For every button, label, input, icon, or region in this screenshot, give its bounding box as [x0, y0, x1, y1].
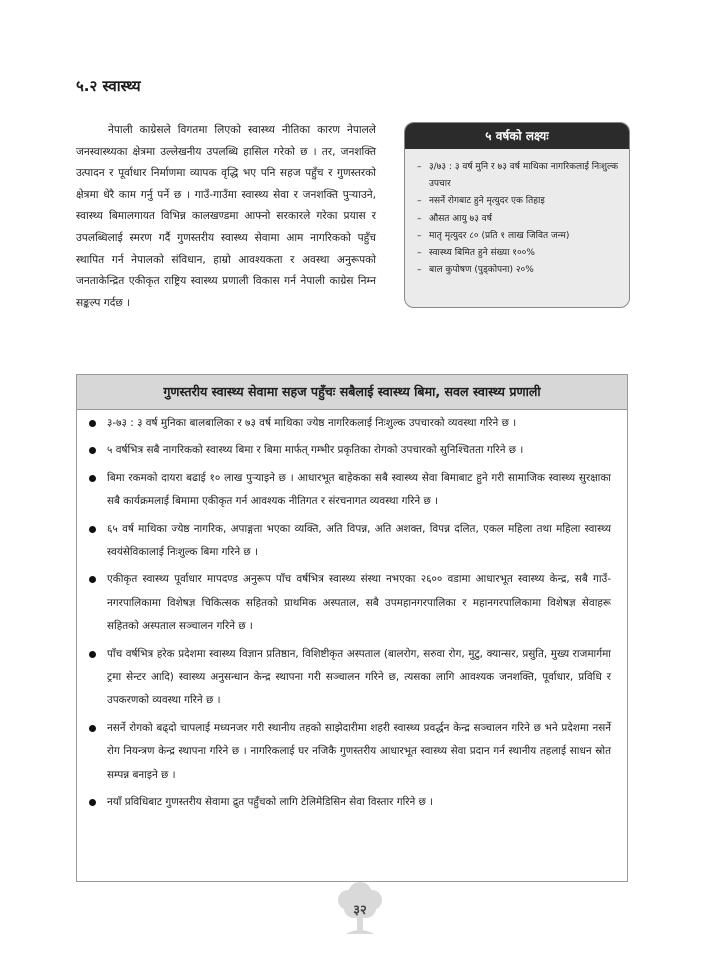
goals-list: [405, 149, 629, 279]
bullet-icon: [89, 799, 96, 806]
page-number: ३२: [353, 903, 367, 918]
commitment-item: [85, 717, 611, 787]
commitment-text: बिमा रकमको दायरा बढाई १० लाख पुऱ्याइने छ । आधारभूत बाहेकका सबै स्वास्थ्य सेवा बिमाबाट हुने गरी सामाजिक स्वास्थ्य सुरक्षाका सबै कार्यक्रमलाई बिमामा एकीकृत गर्न आवश्यक नीतिगत र संरचनागत व्यवस्था गरिने छ ।: [107, 471, 611, 508]
section-heading: ५.२ स्वास्थ्य: [76, 77, 141, 95]
commitment-item: [85, 643, 611, 713]
goal-text: मातृ मृत्युदर ८० (प्रति १ लाख जिवित जन्म): [429, 230, 570, 241]
commitment-item: [85, 568, 611, 638]
commitment-text: पाँच वर्षभित्र हरेक प्रदेशमा स्वास्थ्य विज्ञान प्रतिष्ठान, विशिष्टीकृत अस्पताल (बालरोग, सरुवा रोग, मुटु, क्यान्सर, प्रसुति, मुख्य राजमार्गमा ट्रमा सेन्टर आदि) स्वास्थ्य अनुसन्धान केन्द्र स्थापना गरी सञ्चालन गरिने छ, त्यसका लागि आवश्यक जनशक्ति, पूर्वाधार, प्रविधि र उपकरणको व्यवस्था गरिने छ ।: [107, 647, 611, 707]
commitments-list: [85, 412, 611, 815]
intro-paragraph: नेपाली काग्रेसले विगतमा लिएको स्वास्थ्य नीतिका कारण नेपालले जनस्वास्थ्यका क्षेत्रमा उल्लेखनीय उपलब्धि हासिल गरेको छ । तर, जनशक्ति उत्पादन र पूर्वाधार निर्माणमा व्यापक वृद्धि भए पनि सहज पहुँच र गुणस्तरको क्षेत्रमा धेरै काम गर्नु पर्ने छ । गाउँ-गाउँमा स्वास्थ्य सेवा र जनशक्ति पुऱ्याउने, स्वास्थ्य बिमालगायत विभिन्न कालखण्डमा आफ्नो सरकारले गरेका प्रयास र उपलब्धिलाई स्मरण गर्दै गुणस्तरीय स्वास्थ्य सेवामा आम नागरिकको पहुँच स्थापित गर्न नेपालको संविधान, हाम्रो आवश्यकता र अवस्था अनुरूपको जनताकेन्द्रित एकीकृत राष्ट्रिय स्वास्थ्य प्रणाली विकास गर्न नेपाली काग्रेस निम्न सङ्कल्प गर्दछ ।: [76, 124, 376, 309]
goals-box: [404, 122, 630, 308]
bullet-icon: [89, 576, 96, 583]
bullet-icon: [89, 651, 96, 658]
commitment-text: एकीकृत स्वास्थ्य पूर्वाधार मापदण्ड अनुरूप पाँच वर्षभित्र स्वास्थ्य संस्था नभएका २६०० वडामा आधारभूत स्वास्थ्य केन्द्र, सबै गाउँ-नगरपालिकामा विशेषज्ञ चिकित्सक सहितको प्राथमिक अस्पताल, सबै उपमहानगरपालिका र महानगरपालिकामा विशेषज्ञ सेवाहरू सहितको अस्पताल सञ्चालन गरिने छ ।: [107, 573, 611, 633]
commitment-item: [85, 518, 611, 565]
bullet-icon: [89, 475, 96, 482]
goal-item: [417, 159, 623, 193]
dash-icon: –: [417, 213, 422, 224]
goal-text: स्वास्थ्य बिमित हुने संख्या १००%: [429, 248, 535, 259]
goal-text: औसत आयु ७३ वर्ष: [429, 213, 492, 224]
commitment-text: नयाँ प्रविधिबाट गुणस्तरीय सेवामा द्रुत पहुँचको लागि टेलिमेडिसिन सेवा विस्तार गरिने छ ।: [107, 796, 434, 809]
dash-icon: –: [417, 265, 422, 276]
bullet-icon: [89, 725, 96, 732]
commitment-item: [85, 467, 611, 514]
goal-item: [417, 245, 623, 262]
page-number-badge: [324, 878, 396, 938]
goals-box-title: ५ वर्षको लक्ष्यः: [405, 123, 629, 149]
commitments-box: [76, 410, 628, 882]
goal-item: [417, 193, 623, 210]
section-banner: गुणस्तरीय स्वास्थ्य सेवामा सहज पहुँचः सबैलाई स्वास्थ्य बिमा, सवल स्वास्थ्य प्रणाली: [76, 374, 628, 410]
commitment-text: ५ वर्षभित्र सबै नागरिकको स्वास्थ्य बिमा र बिमा मार्फत् गम्भीर प्रकृतिका रोगको उपचारको सुनिश्चितता गरिने छ ।: [107, 444, 524, 457]
goal-text: नसर्ने रोगबाट हुने मृत्युदर एक तिहाइ: [429, 196, 545, 207]
goal-text: ३/७३ : ३ वर्ष मुनि र ७३ वर्ष माथिका नागरिकलाई निःशुल्क उपचार: [429, 162, 618, 190]
commitment-text: ६५ वर्ष माथिका ज्येष्ठ नागरिक, अपाङ्गता भएका व्यक्ति, अति विपन्न, अति अशक्त, विपन्न दलित, एकल महिला तथा महिला स्वास्थ्य स्वयंसेविकालाई निःशुल्क बिमा गरिने छ ।: [107, 522, 611, 559]
commitment-item: [85, 791, 611, 814]
goal-item: [417, 262, 623, 279]
commitment-item: [85, 412, 611, 435]
goal-item: [417, 228, 623, 245]
bullet-icon: [89, 526, 96, 533]
goal-item: [417, 211, 623, 228]
dash-icon: –: [417, 230, 422, 241]
goal-text: बाल कुपोषण (पुड्कोपना) २०%: [429, 265, 534, 276]
commitment-item: [85, 439, 611, 462]
bullet-icon: [89, 420, 96, 427]
dash-icon: –: [417, 248, 422, 259]
dash-icon: –: [417, 196, 422, 207]
commitment-text: ३-७३ : ३ वर्ष मुनिका बालबालिका र ७३ वर्ष माथिका ज्येष्ठ नागरिकलाई निःशुल्क उपचारको व्यवस्था गरिने छ ।: [107, 417, 517, 429]
bullet-icon: [89, 447, 96, 454]
dash-icon: –: [417, 162, 422, 172]
commitment-text: नसर्ने रोगको बढ्दो चापलाई मध्यनजर गरी स्थानीय तहको साझेदारीमा शहरी स्वास्थ्य प्रवर्द्धन केन्द्र सञ्चालन गरिने छ भने प्रदेशमा नसर्ने रोग नियन्त्रण केन्द्र स्थापना गरिने छ । नागरिकलाई घर नजिकै गुणस्तरीय आधारभूत स्वास्थ्य सेवा प्रदान गर्न स्थानीय तहलाई साधन स्रोत सम्पन्न बनाइने छ ।: [107, 721, 611, 781]
